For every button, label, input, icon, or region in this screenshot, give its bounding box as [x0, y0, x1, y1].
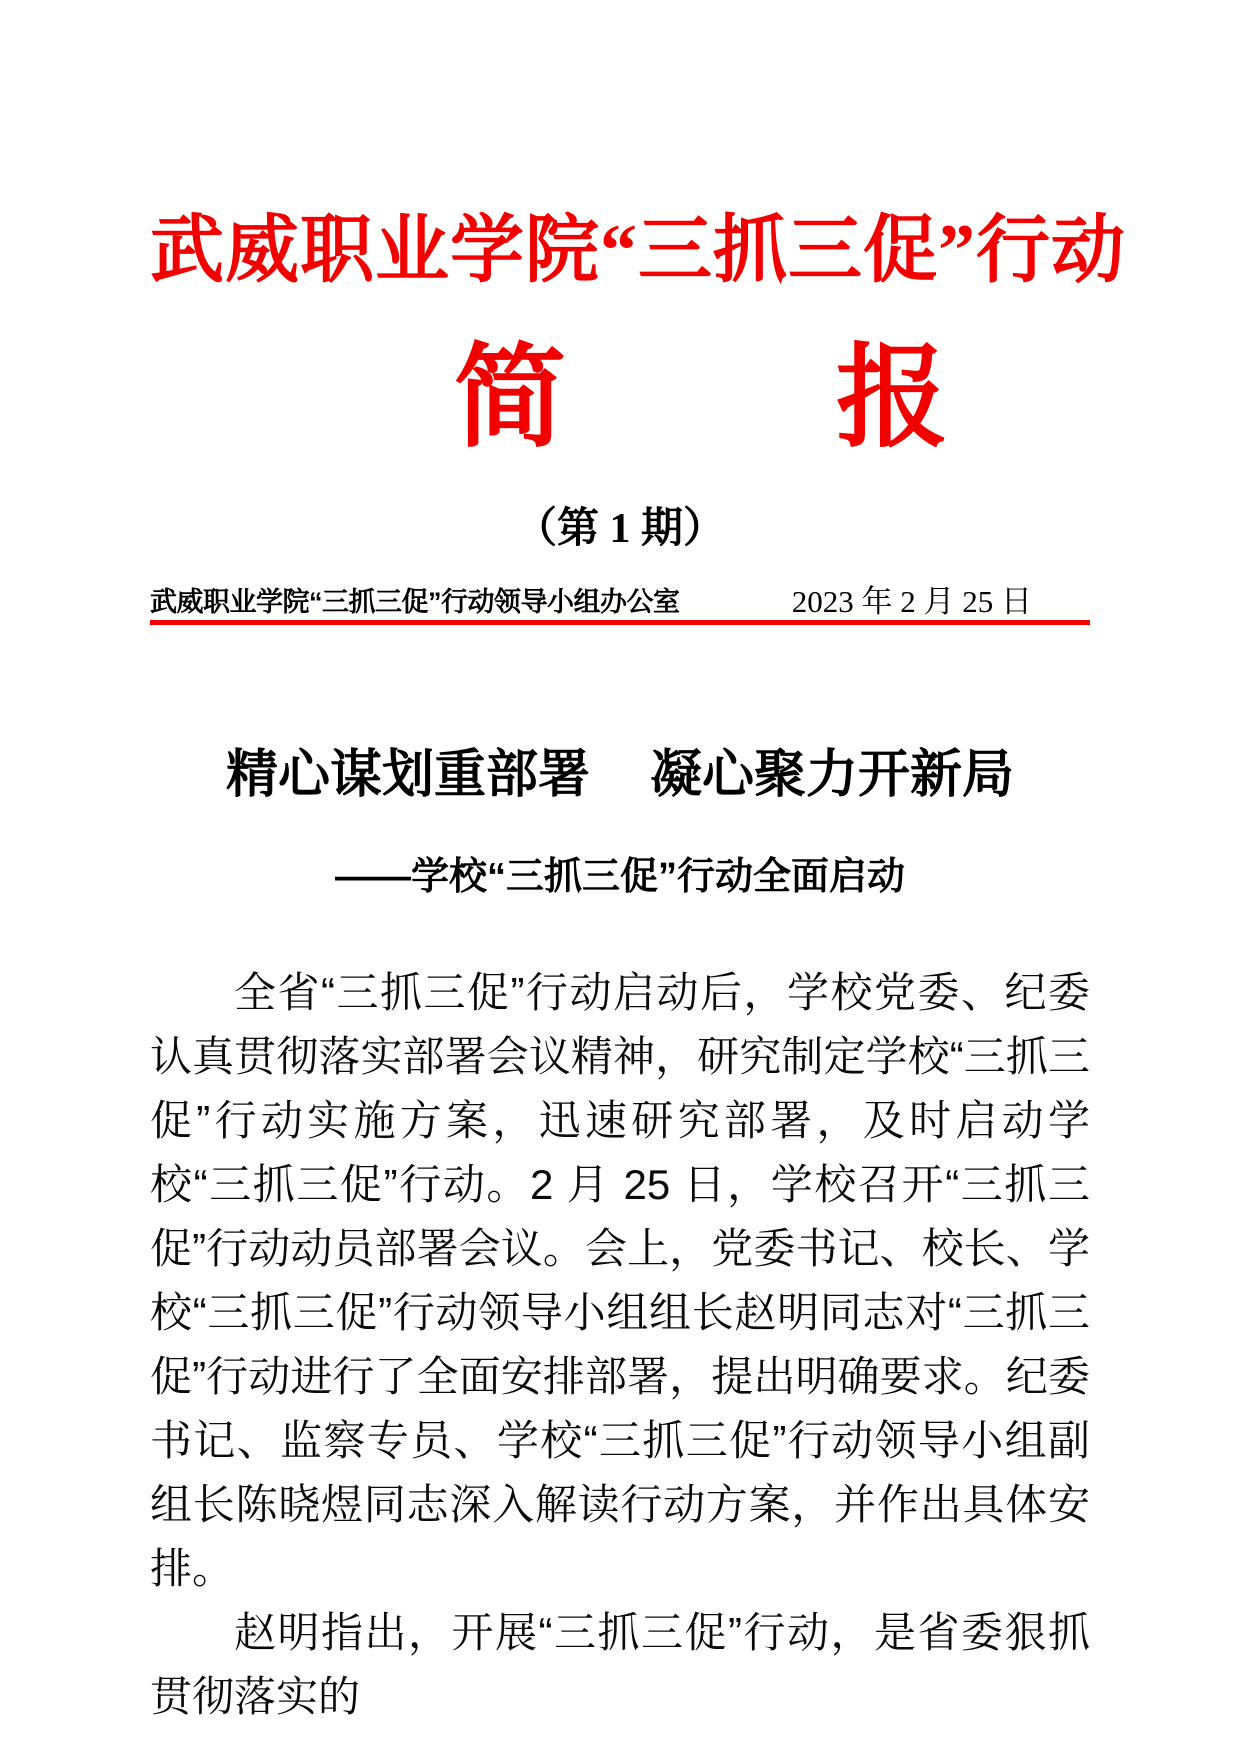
issue-date: 2023 年 2 月 25 日 — [791, 584, 1032, 619]
page-content — [150, 208, 1126, 1754]
article-headline-part1: 精心谋划重部署 — [225, 747, 590, 804]
masthead-title-char-bao: 报 — [836, 337, 948, 461]
body-paragraph: 赵明指出，开展“三抓三促”行动，是省委狠抓贯彻落实的 — [150, 1609, 1090, 1720]
article-subheadline: ——学校“三抓三促”行动全面启动 — [334, 856, 905, 898]
issuing-office: 武威职业学院“三抓三促”行动领导小组办公室 — [150, 587, 680, 617]
masthead-info-row — [150, 586, 1090, 618]
issue-number: （第 1 期） — [514, 506, 725, 552]
article-headline-part2: 凝心聚力开新局 — [650, 747, 1015, 804]
body-paragraph: 全省“三抓三促”行动启动后，学校党委、纪委认真贯彻落实部署会议精神，研究制定学校“三抓三促”行动实施方案，迅速研究部署，及时启动学校“三抓三促”行动。2 月 25 日，学校召开“三抓三促”行动动员部署会议。会上，党委书记、校长、学校“三抓三促”行动领导小组组长赵明同志对“三抓三促”行动进行了全面安排部署，提出明确要求。纪委书记、监察专员、学校“三抓三促”行动领导小组副组长陈晓煜同志深入解读行动方案，并作出具体安排。 — [150, 969, 1090, 1592]
masthead-title-line1: 武威职业学院“三抓三促”行动 — [150, 210, 1126, 292]
masthead-title-line2 — [231, 338, 1171, 460]
article-headline — [150, 747, 1090, 805]
article-body — [150, 961, 1090, 1729]
masthead-red-rule — [150, 620, 1090, 625]
masthead-title-char-jian: 简 — [454, 337, 566, 461]
